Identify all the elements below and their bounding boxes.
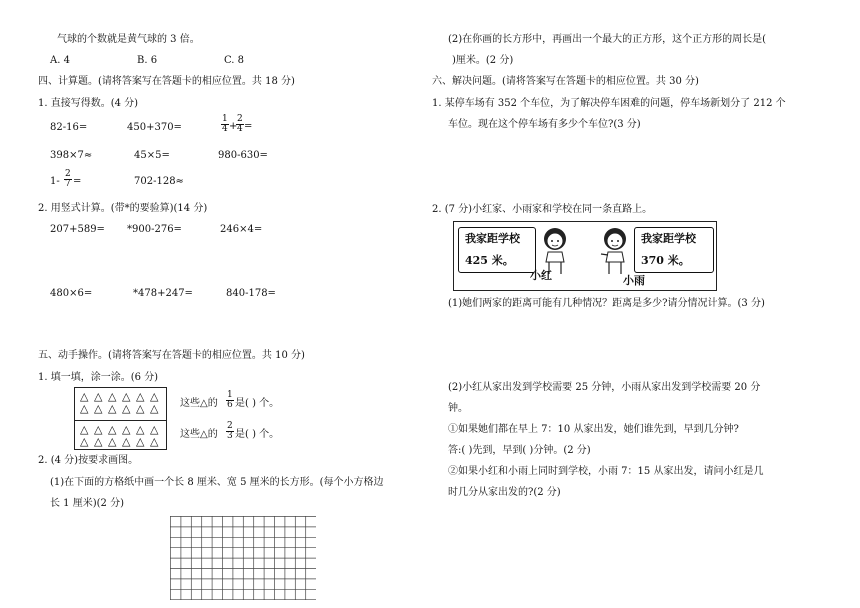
fraction: $\frac{2}{3}$ — [227, 421, 233, 441]
calc-item: 702-128≈ — [134, 176, 184, 187]
triangle-icon: △ — [108, 390, 117, 403]
triangle-icon: △ — [150, 423, 159, 436]
triangle-icon: △ — [136, 435, 145, 448]
problem-2-q2-b-line2: 时几分从家出发的?(2 分) — [448, 487, 561, 498]
calc-item: 82-16= — [50, 122, 88, 133]
fraction: $\frac{2}{4}$ — [237, 114, 243, 134]
problem-2-q2-a: ①如果她们都在早上 7：10 从家出发，她们谁先到，早到几分钟? — [448, 424, 739, 435]
grid-paper[interactable] — [170, 516, 316, 600]
triangle-group-box — [74, 387, 167, 421]
draw-title: 2. (4 分)按要求画图。 — [38, 455, 139, 466]
triangle-icon: △ — [150, 402, 159, 415]
girl-xiaoyu-icon — [598, 226, 632, 276]
calc-item: 980-630= — [218, 150, 268, 161]
q1-title: 1. 直接写得数。(4 分) — [38, 98, 139, 109]
tri-line-suffix: 是( ) 个。 — [235, 429, 280, 440]
problem-2-q2-line1: (2)小红从家出发到学校需要 25 分钟，小雨从家出发到学校需要 20 分 — [448, 382, 761, 393]
triangle-icon: △ — [80, 402, 89, 415]
tri-line-prefix: 这些△的 — [180, 429, 218, 440]
tri-line-suffix: 是( ) 个。 — [235, 398, 280, 409]
triangle-icon: △ — [136, 402, 145, 415]
draw-q2-line2: )厘米。(2 分) — [452, 55, 514, 66]
vertical-calc-item: 840-178= — [226, 288, 276, 299]
vertical-calc-item: 480×6= — [50, 288, 93, 299]
vertical-calc-item: 207+589= — [50, 224, 105, 235]
triangle-icon: △ — [122, 435, 131, 448]
bubble-text: 370 米。 — [641, 254, 690, 267]
triangle-icon: △ — [80, 423, 89, 436]
tri-line-prefix: 这些△的 — [180, 398, 218, 409]
vertical-calc-item: 246×4= — [220, 224, 263, 235]
triangle-icon: △ — [108, 435, 117, 448]
calc-item: 398×7≈ — [50, 150, 93, 161]
triangle-icon: △ — [94, 402, 103, 415]
problem-1-line1: 1. 某停车场有 352 个车位，为了解决停车困难的问题，停车场新划分了 212 个 — [432, 98, 786, 109]
name-label-xiaohong: 小红 — [530, 269, 552, 282]
triangle-icon: △ — [150, 390, 159, 403]
problem-2-q2-b-line1: ②如果小红和小雨上同时到学校，小雨 7：15 从家出发，请问小红是几 — [448, 466, 764, 477]
speech-bubble-xiaoyu — [634, 227, 714, 273]
problem-2-q1: (1)她们两家的距离可能有几种情况？距离是多少?请分情况计算。(3 分) — [448, 298, 765, 309]
triangle-icon: △ — [108, 402, 117, 415]
option-b: B. 6 — [137, 55, 158, 66]
triangle-icon: △ — [94, 390, 103, 403]
name-label-xiaoyu: 小雨 — [623, 274, 645, 287]
equals-sign: = — [244, 121, 253, 132]
bubble-text: 425 米。 — [465, 254, 514, 267]
option-c: C. 8 — [224, 55, 245, 66]
section-6-title: 六、解决问题。(请将答案写在答题卡的相应位置。共 30 分) — [432, 76, 699, 87]
section-4-title: 四、计算题。(请将答案写在答题卡的相应位置。共 18 分) — [38, 76, 295, 87]
plus-sign: + — [229, 121, 238, 132]
bubble-text: 我家距学校 — [465, 232, 520, 245]
intro-line: 气球的个数就是黄气球的 3 倍。 — [57, 34, 200, 45]
q2-title: 2. 用竖式计算。(带*的要验算)(14 分) — [38, 203, 208, 214]
bubble-text: 我家距学校 — [641, 232, 696, 245]
vertical-calc-item: *478+247= — [133, 288, 193, 299]
fill-title: 1. 填一填，涂一涂。(6 分) — [38, 372, 159, 383]
calc-whole: 1- — [50, 176, 60, 187]
triangle-icon: △ — [122, 402, 131, 415]
vertical-calc-item: *900-276= — [127, 224, 182, 235]
problem-2-title: 2. (7 分)小红家、小雨家和学校在同一条直路上。 — [432, 204, 653, 215]
triangle-icon: △ — [80, 435, 89, 448]
triangle-icon: △ — [94, 423, 103, 436]
problem-1-line2: 车位。现在这个停车场有多少个车位?(3 分) — [448, 119, 641, 130]
calc-item: 45×5= — [134, 150, 170, 161]
equals-sign: = — [73, 176, 82, 187]
triangle-icon: △ — [136, 390, 145, 403]
triangle-icon: △ — [122, 423, 131, 436]
calc-item: 450+370= — [127, 122, 182, 133]
triangle-icon: △ — [94, 435, 103, 448]
fraction: $\frac{2}{7}$ — [65, 169, 71, 189]
triangle-icon: △ — [150, 435, 159, 448]
triangle-icon: △ — [136, 423, 145, 436]
draw-q2-line1: (2)在你画的长方形中，再画出一个最大的正方形，这个正方形的周长是( — [448, 34, 767, 45]
draw-q1-line1: (1)在下面的方格纸中画一个长 8 厘米、宽 5 厘米的长方形。(每个小方格边 — [50, 477, 384, 488]
option-a: A. 4 — [50, 55, 70, 66]
problem-2-q2-answer: 答:( )先到，早到( )分钟。(2 分) — [448, 445, 591, 456]
draw-q1-line2: 长 1 厘米)(2 分) — [50, 498, 124, 509]
triangle-icon: △ — [80, 390, 89, 403]
triangle-icon: △ — [108, 423, 117, 436]
fraction: $\frac{1}{4}$ — [222, 114, 228, 134]
triangle-group-box — [74, 420, 167, 450]
triangle-icon: △ — [122, 390, 131, 403]
speech-bubble-xiaohong — [458, 227, 536, 273]
section-5-title: 五、动手操作。(请将答案写在答题卡的相应位置。共 10 分) — [38, 350, 305, 361]
problem-2-q2-line2: 钟。 — [448, 403, 468, 414]
fraction: $\frac{1}{6}$ — [227, 390, 233, 410]
